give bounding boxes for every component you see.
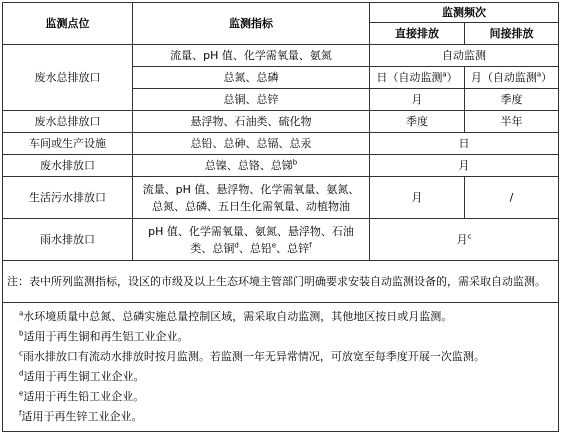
- point-r4: 废水总排放口: [3, 111, 133, 133]
- freq-r1: 自动监测: [370, 45, 559, 67]
- direct-r4: 季度: [370, 111, 465, 133]
- freq-r6: 月: [370, 155, 559, 177]
- indicator-r2: 总氮、总磷: [133, 67, 370, 89]
- point-r7: 生活污水排放口: [3, 177, 133, 219]
- header-point: 监测点位: [3, 3, 133, 45]
- footnote-a: $^a$水环境质量中总氮、总磷实施总量控制区域，需采取自动监测，其他地区按日或月监测。: [19, 309, 453, 323]
- indicator-r6: 总镍、总铬、总锑$^b$: [133, 155, 370, 177]
- indicator-r3: 总铜、总锌: [133, 89, 370, 111]
- direct-r3: 月: [370, 89, 465, 111]
- point-main: 废水总排放口: [3, 45, 133, 111]
- monitoring-table: [2, 2, 559, 432]
- point-r8: 雨水排放口: [3, 219, 133, 261]
- freq-r5: 日: [370, 133, 559, 155]
- note-main: 注：表中所列监测指标，设区的市级及以上生态环境主管部门明确要求安装自动监测设备的，需采取自动监测。: [3, 261, 559, 303]
- point-r6: 废水排放口: [3, 155, 133, 177]
- footnote-e: $^e$适用于再生铅工业企业。: [19, 389, 145, 403]
- footnote-b: $^b$适用于再生铜和再生铝工业企业。: [19, 329, 189, 343]
- freq-r8: 月$^c$: [370, 219, 559, 261]
- indirect-r2: 月（自动监测$^a$）: [465, 67, 559, 89]
- indirect-r4: 半年: [465, 111, 559, 133]
- header-indirect: 间接排放: [465, 23, 559, 45]
- header-indicator: 监测指标: [133, 3, 370, 45]
- indicator-r5: 总铅、总砷、总镉、总汞: [133, 133, 370, 155]
- footnote-c: $^c$雨水排放口有流动水排放时按月监测。若监测一年无异常情况，可放宽至每季度开展一次监测。: [19, 349, 485, 363]
- indicator-r8: pH 值、化学需氧量、氨氮、悬浮物、石油 类、总铜$^d$、总铅$^e$、总锌$^f$: [133, 219, 370, 261]
- indirect-r3: 季度: [465, 89, 559, 111]
- indicator-r4: 悬浮物、石油类、硫化物: [133, 111, 370, 133]
- footnote-f: $^f$适用于再生锌工业企业。: [19, 409, 143, 423]
- point-r5: 车间或生产设施: [3, 133, 133, 155]
- footnote-d: $^d$适用于再生铜工业企业。: [19, 369, 145, 383]
- header-direct: 直接排放: [370, 23, 465, 45]
- footnotes: [3, 303, 559, 432]
- header-frequency: 监测频次: [370, 3, 559, 23]
- indirect-r7: /: [465, 177, 559, 219]
- direct-r2: 日（自动监测$^a$）: [370, 67, 465, 89]
- direct-r7: 月: [370, 177, 465, 219]
- indicator-r7: 流量、pH 值、悬浮物、化学需氧量、氨氮、 总氮、总磷、五日生化需氧量、动植物油: [133, 177, 370, 219]
- indicator-r1: 流量、pH 值、化学需氧量、氨氮: [133, 45, 370, 67]
